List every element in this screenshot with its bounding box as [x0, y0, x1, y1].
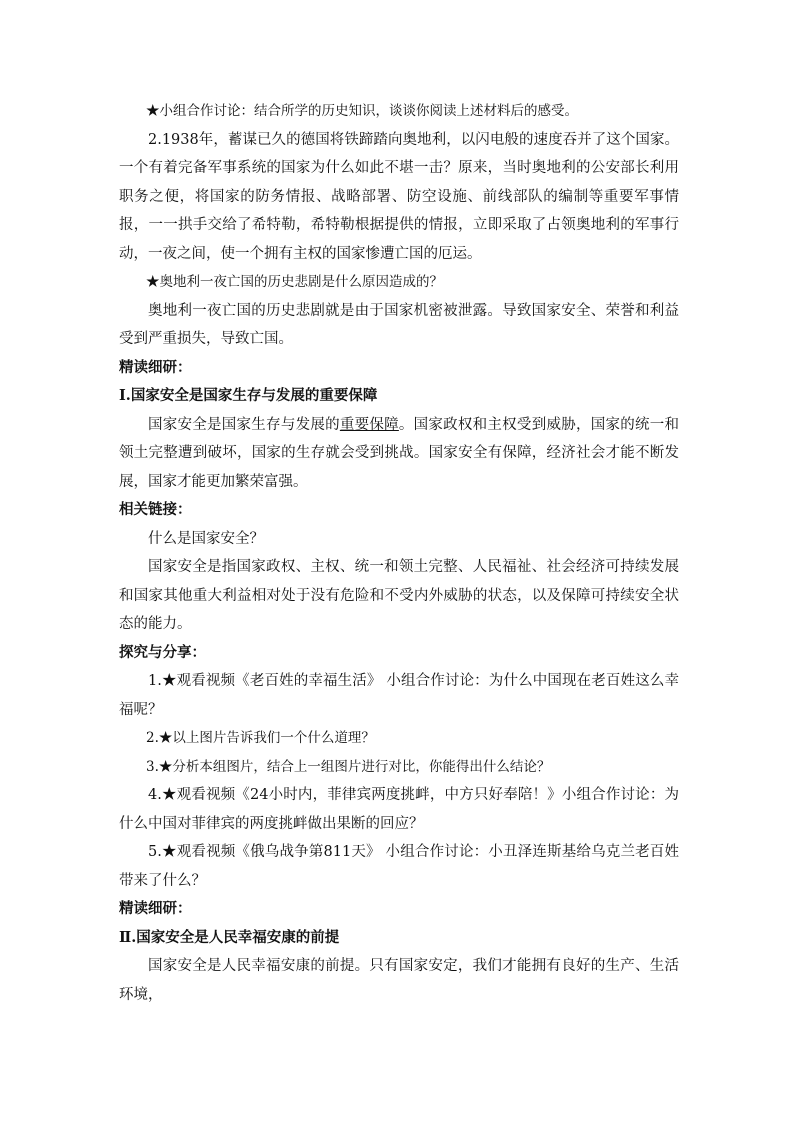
national-security-definition: 国家安全是指国家政权、主权、统一和领土完整、人民福祉、社会经济可持续发展和国家其他重大利益相对处于没有危险和不受内外威胁的状态，以及保障可持续安全状态的能力。: [119, 559, 679, 632]
explore-item-3: 3.★分析本组图片，结合上一组图片进行对比，你能得出什么结论？: [146, 758, 551, 775]
subsection-heading-2: Ⅱ.国家安全是人民幸福安康的前提: [119, 928, 340, 946]
austria-answer: 奥地利一夜亡国的历史悲剧就是由于国家机密被泄露。导致国家安全、荣誉和利益受到严重损失，导致亡国。: [119, 302, 679, 347]
explore-item-4: 4.★观看视频《24小时内，菲律宾两度挑衅，中方只好奉陪！》小组合作讨论：为什么中国对菲律宾的两度挑衅做出果断的回应？: [119, 787, 679, 832]
subsection-heading-1: Ⅰ.国家安全是国家生存与发展的重要保障: [119, 387, 378, 404]
what-is-national-security-question: 什么是国家安全？: [148, 530, 264, 547]
austria-story-paragraph: 2.1938年，蓄谋已久的德国将铁蹄踏向奥地利，以闪电般的速度吞并了这个国家。一个有着完备军事系统的国家为什么如此不堪一击？原来，当时奥地利的公安部长利用职务之便，将国家的防务情报、战略部署、防空设施、前线部队的编制等重要军事情报，一一拱手交给了希特勒，希特勒根据提供的情报，立即采取了占领奥地利的军事行动，一夜之间，使一个拥有主权的国家惨遭亡国的厄运。: [119, 131, 679, 262]
underlined-key-term: 重要保障: [339, 416, 399, 433]
section-heading-close-reading-1: 精读细研：: [119, 358, 192, 376]
explore-item-1: 1.★观看视频《老百姓的幸福生活》 小组合作讨论：为什么中国现在老百姓这么幸福呢？: [119, 673, 679, 718]
national-security-guarantee-paragraph: [119, 411, 679, 497]
paragraph-text-before: 国家安全是国家生存与发展的: [148, 416, 340, 433]
paragraph-text-after: 。国家政权和主权受到威胁，国家的统一和领土完整遭到破坏，国家的生存就会受到挑战。国家安全有保障，经济社会才能不断发展，国家才能更加繁荣富强。: [119, 416, 680, 490]
section-heading-related-links: 相关链接：: [119, 501, 192, 518]
discussion-prompt-1: ★小组合作讨论：结合所学的历史知识，谈谈你阅读上述材料后的感受。: [146, 103, 578, 119]
document-body: [119, 97, 679, 1009]
section-heading-close-reading-2: 精读细研：: [119, 900, 192, 917]
people-wellbeing-paragraph: 国家安全是人民幸福安康的前提。只有国家安定，我们才能拥有良好的生产、生活环境，: [119, 958, 679, 1003]
explore-item-2: 2.★以上图片告诉我们一个什么道理？: [146, 730, 375, 746]
explore-item-5: 5.★观看视频《俄乌战争第811天》 小组合作讨论：小丑泽连斯基给乌克兰老百姓带来了什么？: [119, 844, 679, 889]
section-heading-explore-share: 探究与分享：: [119, 643, 206, 661]
austria-question: ★奥地利一夜亡国的历史悲剧是什么原因造成的？: [146, 274, 443, 290]
